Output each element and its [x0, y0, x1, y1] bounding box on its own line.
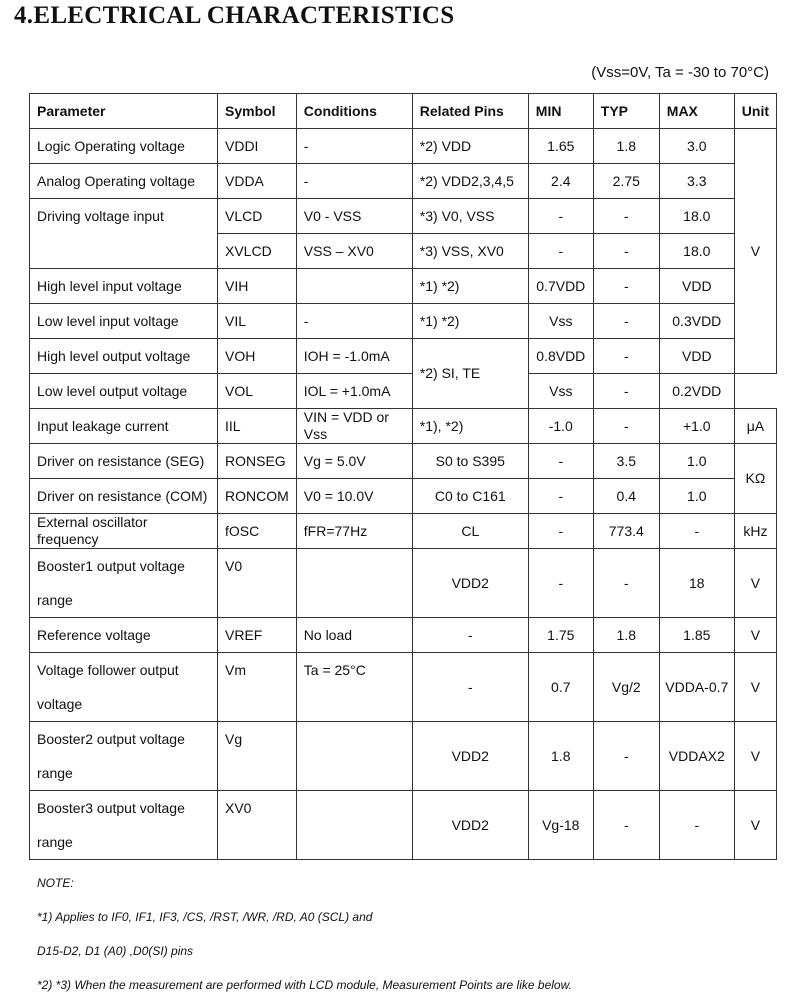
cell-typ: 3.5	[593, 444, 659, 479]
cell-typ: 773.4	[593, 514, 659, 549]
table-row	[30, 269, 777, 304]
electrical-characteristics-table	[29, 93, 777, 860]
table-row	[30, 444, 777, 479]
cell-parameter	[30, 653, 218, 722]
cell-unit: KΩ	[734, 444, 776, 514]
cell-conditions: VSS – XV0	[296, 234, 412, 269]
cell-conditions: V0 = 10.0V	[296, 479, 412, 514]
cell-max: -	[659, 514, 734, 549]
cell-conditions	[296, 269, 412, 304]
cell-max: 0.2VDD	[659, 374, 734, 409]
cell-symbol: VDDA	[218, 164, 297, 199]
cell-parameter-line1: Voltage follower output	[37, 662, 179, 678]
cell-parameter: Driving voltage input	[30, 199, 218, 269]
cell-unit: V	[734, 791, 776, 860]
cell-conditions: Ta = 25°C	[296, 653, 412, 722]
cell-min: -	[528, 444, 593, 479]
cell-max: VDDA-0.7	[659, 653, 734, 722]
cell-pins: -	[412, 653, 528, 722]
cell-min: -	[528, 514, 593, 549]
cell-parameter: Low level output voltage	[30, 374, 218, 409]
cell-conditions: -	[296, 164, 412, 199]
cell-parameter-line1: Booster1 output voltage	[37, 558, 185, 574]
table-row	[30, 199, 777, 234]
cell-unit: V	[734, 549, 776, 618]
cell-min: 0.7	[528, 653, 593, 722]
table-row	[30, 653, 777, 722]
cell-typ: 1.8	[593, 129, 659, 164]
cell-conditions: -	[296, 304, 412, 339]
conditions-note: (Vss=0V, Ta = -30 to 70°C)	[591, 64, 769, 81]
note-2: *2) *3) When the measurement are performed with LCD module, Measurement Points are like below.	[37, 978, 572, 992]
cell-max: 1.0	[659, 479, 734, 514]
notes-heading: NOTE:	[37, 876, 74, 890]
table-row	[30, 479, 777, 514]
cell-conditions: -	[296, 129, 412, 164]
cell-parameter-line2: range	[37, 765, 73, 781]
cell-typ: 1.8	[593, 618, 659, 653]
cell-symbol: VOL	[218, 374, 297, 409]
cell-symbol: RONSEG	[218, 444, 297, 479]
cell-conditions: IOH = -1.0mA	[296, 339, 412, 374]
cell-typ: -	[593, 304, 659, 339]
cell-pins: VDD2	[412, 722, 528, 791]
cell-pins: *3) VSS, XV0	[412, 234, 528, 269]
cell-conditions: fFR=77Hz	[296, 514, 412, 549]
cell-max: 0.3VDD	[659, 304, 734, 339]
cell-parameter-line2: range	[37, 834, 73, 850]
table-row	[30, 409, 777, 444]
cell-symbol: VIH	[218, 269, 297, 304]
cell-conditions	[296, 549, 412, 618]
cell-pins: *1) *2)	[412, 304, 528, 339]
cell-pins: *2) VDD	[412, 129, 528, 164]
cell-max: +1.0	[659, 409, 734, 444]
cell-parameter: High level output voltage	[30, 339, 218, 374]
cell-max: 1.0	[659, 444, 734, 479]
section-title: 4.ELECTRICAL CHARACTERISTICS	[14, 2, 455, 29]
header-parameter: Parameter	[30, 94, 218, 129]
cell-unit: V	[734, 653, 776, 722]
cell-min: -	[528, 199, 593, 234]
table-row	[30, 514, 777, 549]
cell-symbol: VOH	[218, 339, 297, 374]
cell-max: 3.0	[659, 129, 734, 164]
cell-parameter: Analog Operating voltage	[30, 164, 218, 199]
cell-symbol: IIL	[218, 409, 297, 444]
cell-typ: -	[593, 199, 659, 234]
cell-symbol: Vm	[218, 653, 297, 722]
cell-max: VDD	[659, 339, 734, 374]
cell-unit: μA	[734, 409, 776, 444]
table-header-row	[30, 94, 777, 129]
cell-min: 1.8	[528, 722, 593, 791]
note-1-line1: *1) Applies to IF0, IF1, IF3, /CS, /RST, /WR, /RD, A0 (SCL) and	[37, 910, 373, 924]
cell-conditions: IOL = +1.0mA	[296, 374, 412, 409]
cell-symbol: V0	[218, 549, 297, 618]
cell-pins: S0 to S395	[412, 444, 528, 479]
cell-parameter: External oscillator frequency	[30, 514, 218, 549]
cell-symbol: fOSC	[218, 514, 297, 549]
header-max: MAX	[659, 94, 734, 129]
notes-block	[37, 872, 572, 1008]
cell-typ: -	[593, 409, 659, 444]
cell-parameter: Input leakage current	[30, 409, 218, 444]
cell-parameter-line1: Booster2 output voltage	[37, 731, 185, 747]
cell-min: Vss	[528, 304, 593, 339]
cell-min: 0.8VDD	[528, 339, 593, 374]
cell-min: Vg-18	[528, 791, 593, 860]
cell-min: -	[528, 234, 593, 269]
cell-typ: -	[593, 374, 659, 409]
cell-min: Vss	[528, 374, 593, 409]
table-row	[30, 304, 777, 339]
cell-parameter-line1: Booster3 output voltage	[37, 800, 185, 816]
cell-symbol: Vg	[218, 722, 297, 791]
cell-typ: -	[593, 722, 659, 791]
table-row	[30, 339, 777, 374]
cell-conditions: No load	[296, 618, 412, 653]
cell-max: 3.3	[659, 164, 734, 199]
cell-conditions	[296, 791, 412, 860]
table-row	[30, 791, 777, 860]
cell-conditions	[296, 722, 412, 791]
cell-min: -1.0	[528, 409, 593, 444]
cell-typ: -	[593, 234, 659, 269]
header-symbol: Symbol	[218, 94, 297, 129]
cell-min: 1.65	[528, 129, 593, 164]
cell-parameter: Driver on resistance (SEG)	[30, 444, 218, 479]
table-row	[30, 164, 777, 199]
cell-pins: *1) *2)	[412, 269, 528, 304]
cell-pins: -	[412, 618, 528, 653]
cell-parameter: Driver on resistance (COM)	[30, 479, 218, 514]
cell-pins: C0 to C161	[412, 479, 528, 514]
cell-typ: 2.75	[593, 164, 659, 199]
cell-max: 18	[659, 549, 734, 618]
header-typ: TYP	[593, 94, 659, 129]
cell-pins: *3) V0, VSS	[412, 199, 528, 234]
cell-max: 1.85	[659, 618, 734, 653]
cell-typ: Vg/2	[593, 653, 659, 722]
cell-symbol: VDDI	[218, 129, 297, 164]
cell-pins: *1), *2)	[412, 409, 528, 444]
cell-parameter-line2: range	[37, 592, 73, 608]
cell-typ: -	[593, 269, 659, 304]
cell-pins: VDD2	[412, 791, 528, 860]
cell-pins: CL	[412, 514, 528, 549]
cell-conditions: Vg = 5.0V	[296, 444, 412, 479]
cell-parameter	[30, 791, 218, 860]
cell-pins: VDD2	[412, 549, 528, 618]
cell-typ: -	[593, 339, 659, 374]
cell-max: -	[659, 791, 734, 860]
cell-typ: 0.4	[593, 479, 659, 514]
cell-unit: kHz	[734, 514, 776, 549]
cell-parameter-line2: voltage	[37, 696, 83, 712]
cell-unit-v-group: V	[734, 129, 776, 374]
note-1-line2: D15-D2, D1 (A0) ,D0(SI) pins	[37, 944, 194, 958]
cell-parameter: High level input voltage	[30, 269, 218, 304]
cell-max: 18.0	[659, 199, 734, 234]
table-row	[30, 618, 777, 653]
table-row	[30, 722, 777, 791]
cell-max: VDDAX2	[659, 722, 734, 791]
cell-max: 18.0	[659, 234, 734, 269]
table-row	[30, 129, 777, 164]
header-conditions: Conditions	[296, 94, 412, 129]
cell-symbol: RONCOM	[218, 479, 297, 514]
cell-min: 1.75	[528, 618, 593, 653]
table-row	[30, 374, 777, 409]
cell-min: -	[528, 479, 593, 514]
cell-symbol: VIL	[218, 304, 297, 339]
cell-parameter	[30, 549, 218, 618]
cell-parameter: Reference voltage	[30, 618, 218, 653]
cell-typ: -	[593, 549, 659, 618]
cell-symbol: XVLCD	[218, 234, 297, 269]
cell-parameter	[30, 722, 218, 791]
cell-parameter: Low level input voltage	[30, 304, 218, 339]
cell-conditions: V0 - VSS	[296, 199, 412, 234]
cell-typ: -	[593, 791, 659, 860]
cell-pins: *2) VDD2,3,4,5	[412, 164, 528, 199]
cell-symbol: VLCD	[218, 199, 297, 234]
header-min: MIN	[528, 94, 593, 129]
cell-min: 0.7VDD	[528, 269, 593, 304]
cell-parameter: Logic Operating voltage	[30, 129, 218, 164]
cell-unit: V	[734, 618, 776, 653]
header-related-pins: Related Pins	[412, 94, 528, 129]
cell-conditions: VIN = VDD or Vss	[296, 409, 412, 444]
cell-max: VDD	[659, 269, 734, 304]
cell-pins: *2) SI, TE	[412, 339, 528, 409]
cell-unit: V	[734, 722, 776, 791]
cell-symbol: VREF	[218, 618, 297, 653]
cell-min: -	[528, 549, 593, 618]
cell-symbol: XV0	[218, 791, 297, 860]
table-row	[30, 549, 777, 618]
header-unit: Unit	[734, 94, 776, 129]
cell-min: 2.4	[528, 164, 593, 199]
